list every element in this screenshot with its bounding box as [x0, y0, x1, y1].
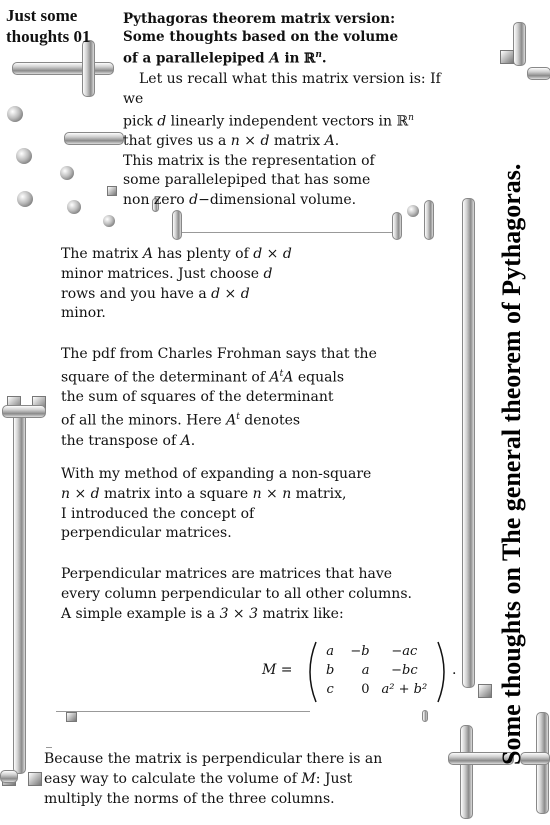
text-line: multiply the norms of the three columns.: [44, 790, 335, 807]
text-line: every column perpendicular to all other columns.: [61, 585, 412, 602]
text-fragment: equals: [293, 369, 345, 386]
math-variable: A: [269, 50, 280, 67]
text-line: With my method of expanding a non-square: [61, 466, 372, 482]
text-line: Let us recall what this matrix version is: If we: [123, 71, 441, 107]
decorative-cube: [107, 186, 117, 196]
math-expression: n × d: [230, 133, 270, 150]
divider-line: [56, 711, 310, 712]
math-variable: d: [157, 113, 167, 130]
matrix-label: M =: [262, 662, 293, 678]
paragraph-perpendicular: [61, 565, 431, 624]
math-superscript: n: [315, 50, 322, 60]
decorative-cube: [66, 712, 77, 722]
math-expression: n × n: [252, 485, 292, 502]
text-line: the sum of squares of the determinant: [61, 389, 334, 406]
decorative-bar: [0, 770, 18, 783]
decorative-knob: [60, 166, 74, 180]
matrix-cell: a: [326, 644, 335, 659]
matrix-cell: a² + b²: [381, 682, 428, 697]
math-expression: 3 × 3: [219, 605, 259, 622]
text-fragment: .: [190, 432, 196, 449]
text-line: minor.: [61, 305, 106, 322]
series-title-line: thoughts 01: [6, 27, 91, 46]
math-variable: A: [324, 133, 335, 150]
matrix-period: .: [452, 662, 457, 678]
matrix-cell: c: [326, 682, 334, 697]
page-heading: [123, 10, 443, 68]
math-variable: A: [269, 369, 280, 386]
text-fragment: that gives us a: [123, 133, 231, 150]
text-fragment: −dimensional volume.: [198, 191, 357, 208]
paragraph-minors: [61, 245, 431, 324]
text-fragment: has plenty of: [152, 246, 254, 262]
decorative-bar: [82, 40, 95, 97]
math-variable: d: [263, 265, 273, 282]
matrix-cell: −b: [350, 644, 370, 659]
text-fragment: linearly independent vectors in ℝ: [166, 113, 409, 130]
vertical-side-title: [478, 60, 543, 770]
math-variable: d: [189, 191, 199, 208]
decorative-bar: [2, 405, 46, 418]
matrix-cell: −bc: [391, 663, 418, 678]
matrix-cell: a: [361, 663, 370, 678]
text-fragment: rows and you have a: [61, 285, 212, 302]
text-line: The pdf from Charles Frohman says that the: [61, 346, 377, 362]
text-line: This matrix is the representation of: [123, 152, 375, 169]
math-expression: d × d: [253, 246, 292, 262]
heading-line: [123, 46, 443, 68]
text-fragment: : Just: [315, 770, 353, 787]
text-fragment: matrix,: [291, 485, 347, 502]
math-variable: A: [142, 246, 153, 262]
text-fragment: A simple example is a: [61, 605, 220, 622]
math-superscript: t: [279, 368, 284, 379]
decorative-bar: [460, 725, 473, 819]
matrix-cell: 0: [361, 682, 370, 697]
text-fragment: matrix into a square: [99, 485, 253, 502]
math-expression: n × d: [61, 485, 100, 502]
text-fragment: minor matrices. Just choose: [61, 265, 264, 282]
heading-text: in ℝ: [279, 50, 316, 67]
matrix-body: [318, 642, 431, 699]
heading-text: .: [321, 50, 327, 67]
text-fragment: non zero: [123, 191, 190, 208]
heading-text: of a parallelepiped: [123, 50, 270, 67]
math-superscript: n: [408, 113, 414, 123]
text-line: perpendicular matrices.: [61, 525, 232, 542]
math-expression: d × d: [211, 285, 250, 302]
math-variable: A: [283, 369, 294, 386]
decorative-knob: [67, 200, 81, 214]
decorative-knob: [103, 215, 115, 227]
text-fragment: denotes: [239, 412, 301, 429]
paragraph-frohman: [61, 345, 431, 451]
heading-line: Some thoughts based on the volume: [123, 29, 399, 45]
text-line: Because the matrix is perpendicular there is an: [44, 751, 383, 767]
decorative-bar: [13, 410, 26, 774]
decorative-knob: [17, 191, 33, 207]
decorative-knob: [16, 148, 32, 164]
text-fragment: of all the minors. Here: [61, 412, 227, 429]
text-fragment: square of the determinant of: [61, 369, 270, 386]
text-fragment: pick: [123, 113, 158, 130]
math-superscript: t: [236, 412, 240, 423]
paragraph-volume: [44, 750, 424, 809]
decorative-bar: [462, 198, 475, 688]
side-title-text: Some thoughts on The general theorem of Pythagoras.: [497, 163, 526, 765]
series-title-line: Just some: [6, 6, 78, 25]
text-line: I introduced the concept of: [61, 505, 255, 522]
right-paren: [434, 640, 452, 704]
matrix-cell: b: [326, 663, 335, 678]
math-variable: A: [180, 432, 191, 449]
matrix-equation: [262, 640, 462, 704]
decorative-bar: [422, 710, 428, 722]
decorative-bar: [64, 132, 124, 145]
series-title: [6, 5, 116, 47]
decorative-cube: [28, 772, 42, 786]
decorative-knob: [7, 106, 23, 122]
matrix-cell: −ac: [391, 644, 418, 659]
text-fragment: matrix like:: [258, 605, 344, 622]
text-fragment: The matrix: [61, 246, 143, 262]
paragraph-method: [61, 465, 431, 544]
divider-line: [46, 747, 52, 748]
decorative-bar: [172, 210, 182, 240]
math-variable: M: [301, 770, 316, 787]
text-line: some parallelepiped that has some: [123, 172, 371, 189]
math-variable: A: [226, 412, 237, 429]
decorative-bar: [12, 62, 114, 75]
text-line: Perpendicular matrices are matrices that have: [61, 566, 393, 582]
intro-paragraph: [123, 70, 453, 210]
text-fragment: the transpose of: [61, 432, 181, 449]
decorative-bar: [392, 212, 402, 240]
heading-line: Pythagoras theorem matrix version:: [123, 11, 396, 27]
divider-line: [182, 232, 392, 233]
text-fragment: .: [334, 133, 340, 150]
text-fragment: easy way to calculate the volume of: [44, 770, 302, 787]
text-fragment: matrix: [269, 133, 325, 150]
